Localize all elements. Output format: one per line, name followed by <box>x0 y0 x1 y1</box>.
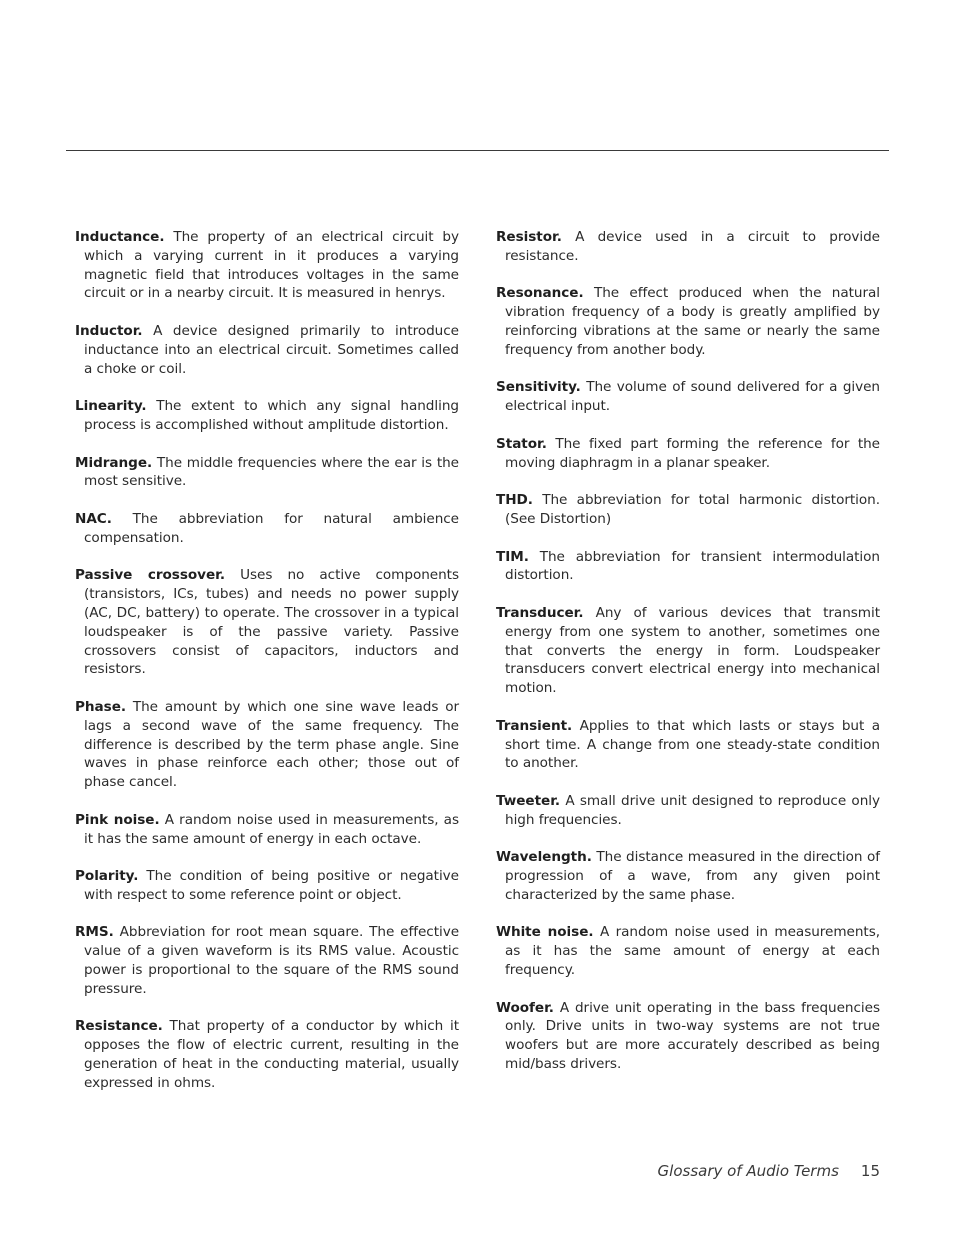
glossary-entry-thd <box>496 491 880 529</box>
glossary-definition: A random noise used in measurements, as it has the same amount of energy in each octave. <box>84 811 459 847</box>
glossary-term: Stator. <box>496 435 547 452</box>
glossary-definition: A device designed primarily to introduce inductance into an electrical circuit. Sometimes called a choke or coil. <box>84 322 459 377</box>
glossary-definition: The abbreviation for natural ambience compensation. <box>84 510 459 546</box>
glossary-definition: The fixed part forming the reference for the moving diaphragm in a planar speaker. <box>505 435 880 471</box>
glossary-entry-inductor <box>75 322 459 378</box>
glossary-definition: The abbreviation for total harmonic distortion. (See Distortion) <box>505 492 880 527</box>
glossary-term: White noise. <box>496 924 594 941</box>
glossary-entry-nac <box>75 510 459 548</box>
glossary-entry-phase <box>75 698 459 792</box>
header-rule <box>66 150 889 151</box>
glossary-entry-white-noise <box>496 923 880 979</box>
glossary-term: Inductance. <box>75 229 165 245</box>
glossary-definition: The volume of sound delivered for a given electrical input. <box>505 379 880 415</box>
glossary-column-right <box>496 228 880 1093</box>
glossary-term: Polarity. <box>75 868 139 885</box>
glossary-entry-linearity <box>75 397 459 435</box>
glossary-entry-resonance <box>496 284 880 359</box>
glossary-entry-pink-noise <box>75 811 459 849</box>
glossary-term: Sensitivity. <box>496 379 581 396</box>
glossary-term: TIM. <box>496 548 529 565</box>
glossary-entry-resistance <box>75 1017 459 1092</box>
glossary-entry-wavelength <box>496 848 880 904</box>
glossary-entry-polarity <box>75 867 459 905</box>
glossary-definition: The abbreviation for transient intermodulation distortion. <box>505 548 880 584</box>
glossary-entry-passive-crossover <box>75 566 459 679</box>
glossary-entry-transient <box>496 717 880 773</box>
glossary-entry-tweeter <box>496 792 880 830</box>
glossary-entry-sensitivity <box>496 378 880 416</box>
glossary-term: Midrange. <box>75 454 153 471</box>
glossary-definition: The distance measured in the direction of progression of a wave, from any given point characterized by the same phase. <box>505 849 880 903</box>
glossary-term: Wavelength. <box>496 849 592 866</box>
glossary-term: Resistor. <box>496 229 562 245</box>
glossary-definition: A small drive unit designed to reproduce only high frequencies. <box>505 792 880 828</box>
glossary-term: Resonance. <box>496 285 584 302</box>
glossary-entry-rms <box>75 923 459 998</box>
glossary-definition: The amount by which one sine wave leads or lags a second wave of the same frequency. The difference is described by the term phase angle. Sine waves in phase reinforce each other; those out of phase cancel. <box>84 698 459 791</box>
glossary-term: Resistance. <box>75 1018 163 1035</box>
glossary-term: RMS. <box>75 924 114 941</box>
page-footer <box>658 1162 880 1180</box>
glossary-definition: Applies to that which lasts or stays but a short time. A change from one steady-state condition to another. <box>505 717 880 772</box>
glossary-term: Transducer. <box>496 604 584 621</box>
glossary-definition: A device used in a circuit to provide resistance. <box>505 229 880 264</box>
glossary-term: Linearity. <box>75 398 147 415</box>
glossary-column-left <box>75 228 459 1111</box>
glossary-definition: That property of a conductor by which it opposes the flow of electric current, resulting in the generation of heat in the conducting material, usually expressed in ohms. <box>84 1018 459 1091</box>
glossary-term: Woofer. <box>496 999 554 1016</box>
glossary-term: Tweeter. <box>496 792 561 809</box>
glossary-entry-midrange <box>75 454 459 492</box>
glossary-entry-inductance <box>75 228 459 303</box>
glossary-definition: The property of an electrical circuit by which a varying current in it produces a varying magnetic field that introduces voltages in the same circuit or in a nearby circuit. It is measured in henrys. <box>84 229 459 302</box>
glossary-definition: The middle frequencies where the ear is the most sensitive. <box>84 454 459 490</box>
glossary-definition: Any of various devices that transmit energy from one system to another, sometimes one that converts the energy in form. Loudspeaker transducers convert electrical energy into mechanical motion. <box>505 604 880 697</box>
glossary-entry-stator <box>496 435 880 473</box>
glossary-term: THD. <box>496 492 533 509</box>
glossary-definition: A drive unit operating in the bass frequencies only. Drive units in two-way systems are not true woofers but are more accurately described as being mid/bass drivers. <box>505 999 880 1073</box>
glossary-definition: The effect produced when the natural vibration frequency of a body is greatly amplified by reinforcing vibrations at the same or nearly the same frequency from another body. <box>505 285 880 358</box>
glossary-entry-resistor <box>496 228 880 266</box>
glossary-term: Pink noise. <box>75 811 160 828</box>
glossary-definition: Abbreviation for root mean square. The effective value of a given waveform is its RMS value. Acoustic power is proportional to the square of the RMS sound pressure. <box>84 924 460 997</box>
glossary-entry-woofer <box>496 999 880 1074</box>
glossary-term: NAC. <box>75 510 112 527</box>
glossary-term: Phase. <box>75 698 126 715</box>
glossary-definition: The condition of being positive or negative with respect to some reference point or object. <box>84 868 459 903</box>
glossary-definition: The extent to which any signal handling process is accomplished without amplitude distortion. <box>84 398 459 433</box>
glossary-term: Inductor. <box>75 322 143 339</box>
glossary-definition: Uses no active components (transistors, ICs, tubes) and needs no power supply (AC, DC, battery) to operate. The crossover in a typical loudspeaker is of the passive variety. Passive crossovers consist of capacitors, inductors and resistors. <box>84 567 459 678</box>
glossary-entry-tim <box>496 548 880 586</box>
footer-section-title: Glossary of Audio Terms <box>657 1162 839 1180</box>
glossary-entry-transducer <box>496 604 880 698</box>
page-number: 15 <box>860 1162 880 1180</box>
glossary-definition: A random noise used in measurements, as it has the same amount of energy at each frequency. <box>505 924 881 979</box>
glossary-term: Transient. <box>496 717 573 734</box>
glossary-term: Passive crossover. <box>75 567 225 584</box>
